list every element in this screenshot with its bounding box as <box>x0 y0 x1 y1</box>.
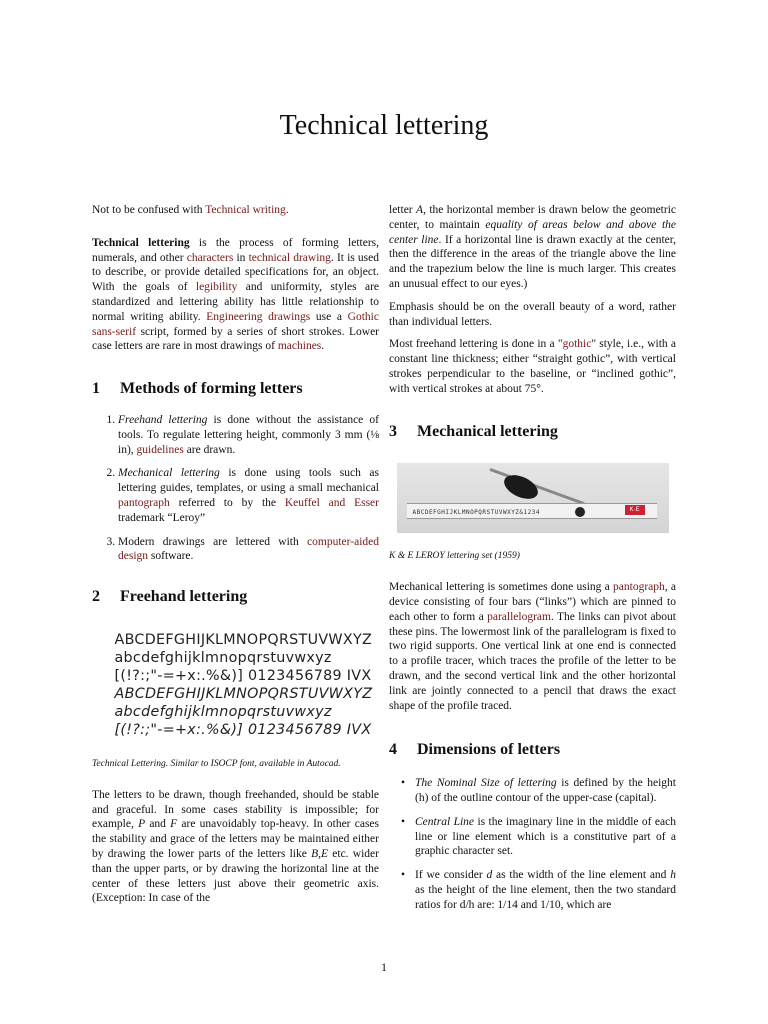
lettering-figure <box>99 631 373 743</box>
section-4-heading: 4 Dimensions of letters <box>389 741 561 759</box>
photo-pin <box>575 507 585 517</box>
photo-knob <box>500 471 541 504</box>
paragraph-mechanical: Mechanical lettering is sometimes done using a pantograph, a device consisting of four bars (“links”) which are pinned to each other to form a parallelogram. The links can pivot about these pins. The lowermost link of the parallelogram is fixed to two rigid supports. One vertical link at one end is connected to a profile tracer, which traces the profile of the letter to be drawn, and the second vertical link and the other horizontal link are jointly connected to a pencil that draws the exact shape of the profile traced. <box>389 581 676 712</box>
list-item: 1. Freehand lettering is done without the assistance of tools. To regulate lettering height, commonly 3 mm (⅛ in), guidelines are drawn. <box>118 413 379 457</box>
link-computer-aided-design[interactable]: computer-aided design <box>118 535 379 563</box>
link-technical-writing[interactable]: Technical writing <box>205 204 286 216</box>
right-column <box>389 203 676 922</box>
paragraph-stability: The letters to be drawn, though freehanded, should be stable and graceful. In some cases stability is impossible; for example, P and F are unavoidably top-heavy. In other cases the stability and grace of the letters may be maintained either by drawing the lower parts of the letters like B,E etc. wider than the upper parts, or by drawing the horizontal line at the center of these letters just above their geometric axis. (Exception: In case of the <box>92 788 380 905</box>
paragraph-gothic: Most freehand lettering is done in a "gothic" style, i.e., with a constant line thickness; either “straight gothic”, with vertical strokes perpendicular to the baseline, or “inclined gothic”, with vertical strokes at about 75°. <box>389 338 676 395</box>
list-item: • Central Line is the imaginary line in the middle of each line or line element which is a constitutive part of a graphic character set. <box>415 815 676 859</box>
dimensions-list <box>389 776 676 912</box>
figure-row: abcdefghijklmnopqrstuvwxyz <box>114 703 332 720</box>
intro-paragraph: Technical lettering is the process of forming letters, numerals, and other characters in technical drawing. It is used to describe, or provide detailed specifications for, an object. With the goals of legibility and uniformity, styles are standardized and lettering ability has little relationship to normal writing ability. Engineering drawings use a Gothic sans-serif script, formed by a series of short strokes. Lower case letters are rare in most drawings of machines. <box>92 236 380 353</box>
link-machines[interactable]: machines <box>277 340 322 353</box>
figure-row: ABCDEFGHIJKLMNOPQRSTUVWXYZ <box>114 631 373 648</box>
link-guidelines[interactable]: guidelines <box>136 443 184 456</box>
link-legibility[interactable]: legibility <box>195 281 238 294</box>
photo-tag: K·E <box>625 505 645 515</box>
link-pantograph[interactable]: pantograph <box>118 496 170 509</box>
link-characters[interactable]: characters <box>186 251 234 264</box>
list-item: • The Nominal Size of lettering is defined by the height (h) of the outline contour of the upper-case (capital). <box>415 776 676 806</box>
methods-list <box>92 413 379 564</box>
page-title: Technical lettering <box>279 110 489 141</box>
section-1-heading: 1 Methods of forming letters <box>92 380 303 398</box>
section-3-heading: 3 Mechanical lettering <box>389 422 558 440</box>
link-parallelogram[interactable]: parallelogram <box>487 610 551 623</box>
leroy-set-photo <box>397 463 669 533</box>
link-pantograph-2[interactable]: pantograph <box>613 581 665 594</box>
link-keuffel-and-esser[interactable]: Keuffel and Esser <box>284 496 379 509</box>
list-item: • If we consider d as the width of the line element and h as the height of the line element, then the two standard ratios for d/h are: 1/14 and 1/10, which are <box>415 868 676 912</box>
hatnote: Not to be confused with Technical writing. <box>92 204 289 216</box>
figure-row: ABCDEFGHIJKLMNOPQRSTUVWXYZ <box>114 685 373 702</box>
photo-caption: K & E LEROY lettering set (1959) <box>389 551 520 562</box>
figure-row: abcdefghijklmnopqrstuvwxyz <box>114 649 332 666</box>
link-technical-drawing[interactable]: technical drawing <box>248 251 331 264</box>
paragraph-continued: letter A, the horizontal member is drawn below the geometric center, to maintain equality of areas below and above the center line. If a horizontal line is drawn exactly at the center, then the difference in the areas of the triangle above the line and the trapezium below the line is much larger. This creates an unusual effect to our eyes.) <box>389 204 676 290</box>
list-item: 2. Mechanical lettering is done using tools such as lettering guides, templates, or using a small mechanical pantograph referred to by the Keuffel and Esser trademark “Leroy” <box>118 466 379 525</box>
link-engineering-drawings[interactable]: Engineering drawings <box>206 310 311 323</box>
link-gothic-sans-serif[interactable]: Gothic sans-serif <box>92 310 379 338</box>
figure-row: [(!?:;"-=+x:.%&)] 0123456789 IVX <box>114 721 372 738</box>
paragraph-emphasis: Emphasis should be on the overall beauty of a word, rather than individual letters. <box>389 300 676 328</box>
section-2-heading: 2 Freehand lettering <box>92 588 248 606</box>
photo-ruler: ABCDEFGHIJKLMNOPQRSTUVWXYZ&1234 <box>407 503 657 519</box>
figure-row: [(!?:;"-=+x:.%&)] 0123456789 IVX <box>114 667 372 684</box>
list-item: 3. Modern drawings are lettered with computer-aided design software. <box>118 535 379 565</box>
link-gothic[interactable]: gothic <box>562 338 592 351</box>
page-number: 1 <box>381 960 387 974</box>
left-column <box>92 203 379 906</box>
figure-caption: Technical Lettering. Similar to ISOCP font, available in Autocad. <box>92 758 341 769</box>
